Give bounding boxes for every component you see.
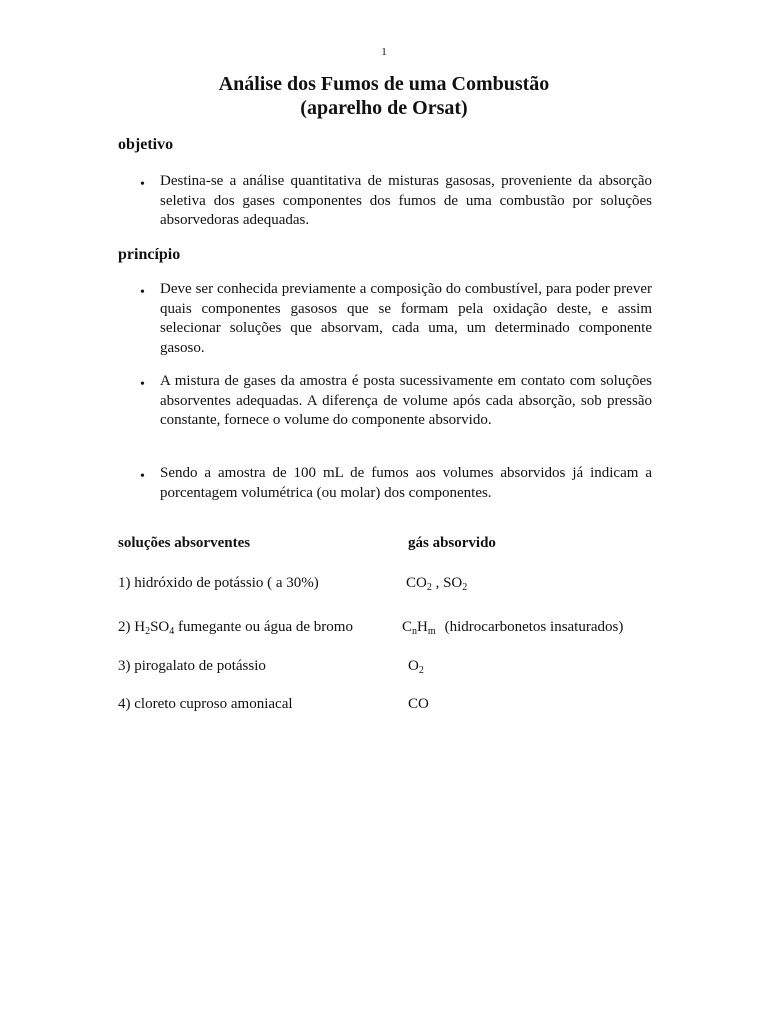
subscript: n [412,626,418,637]
formula-part: fumegante ou água de bromo [174,619,353,635]
gas-formula: , SO [431,575,463,591]
solution-row-1: 1) hidróxido de potássio ( a 30%) [118,575,319,591]
gas-row-4: CO [408,696,429,712]
column-header-gas: gás absorvido [408,535,496,551]
subscript: 2 [145,626,151,637]
gas-row-3 [408,657,424,675]
solution-row-4: 4) cloreto cuproso amoniacal [118,696,293,712]
gas-formula: C [402,619,413,635]
subscript: 2 [426,582,432,593]
column-header-solutions: soluções absorventes [118,535,251,551]
bullet-marker: • [140,177,145,192]
principio-item-3: Sendo a amostra de 100 mL de fumos aos volumes absorvidos já indicam a porcentagem volumétrica (ou molar) dos componentes. [160,465,652,501]
gas-formula: H [417,619,428,635]
document-title [0,72,768,120]
title-line-2: (aparelho de Orsat) [300,97,468,119]
title-line-1: Análise dos Fumos de uma Combustão [218,73,550,95]
formula-part: SO [150,619,170,635]
subscript: m [427,626,436,637]
subscript: 2 [462,582,468,593]
subscript: 2 [418,665,424,676]
section-heading-principio: princípio [118,246,181,263]
bullet-marker: • [140,377,145,392]
objetivo-item-1: Destina-se a análise quantitativa de misturas gasosas, proveniente da absorção seletiva dos gases componentes dos fumos de uma combustão por soluções absorvedoras adequadas. [160,173,652,228]
gas-row-2 [402,618,623,636]
gas-formula: O [408,658,419,674]
page-number: 1 [381,46,387,58]
section-heading-objetivo: objetivo [118,136,174,153]
gas-description: (hidrocarbonetos insaturados) [444,619,624,635]
gas-row-1 [406,574,467,592]
solution-row-2 [118,618,353,636]
principio-item-1: Deve ser conhecida previamente a composição do combustível, para poder prever quais componentes gasosos que se formam pela oxidação deste, e assim selecionar soluções que absorvam, cada uma, um determinado componente gasoso. [160,281,652,356]
subscript: 4 [169,626,175,637]
formula-part: 2) H [118,619,146,635]
solution-row-3: 3) pirogalato de potássio [118,658,266,674]
bullet-marker: • [140,285,145,300]
principio-item-2: A mistura de gases da amostra é posta sucessivamente em contato com soluções absorventes adequadas. A diferença de volume após cada absorção, sob pressão constante, fornece o volume do componente absorvido. [160,373,652,428]
gas-formula: CO [406,575,427,591]
bullet-marker: • [140,469,145,484]
